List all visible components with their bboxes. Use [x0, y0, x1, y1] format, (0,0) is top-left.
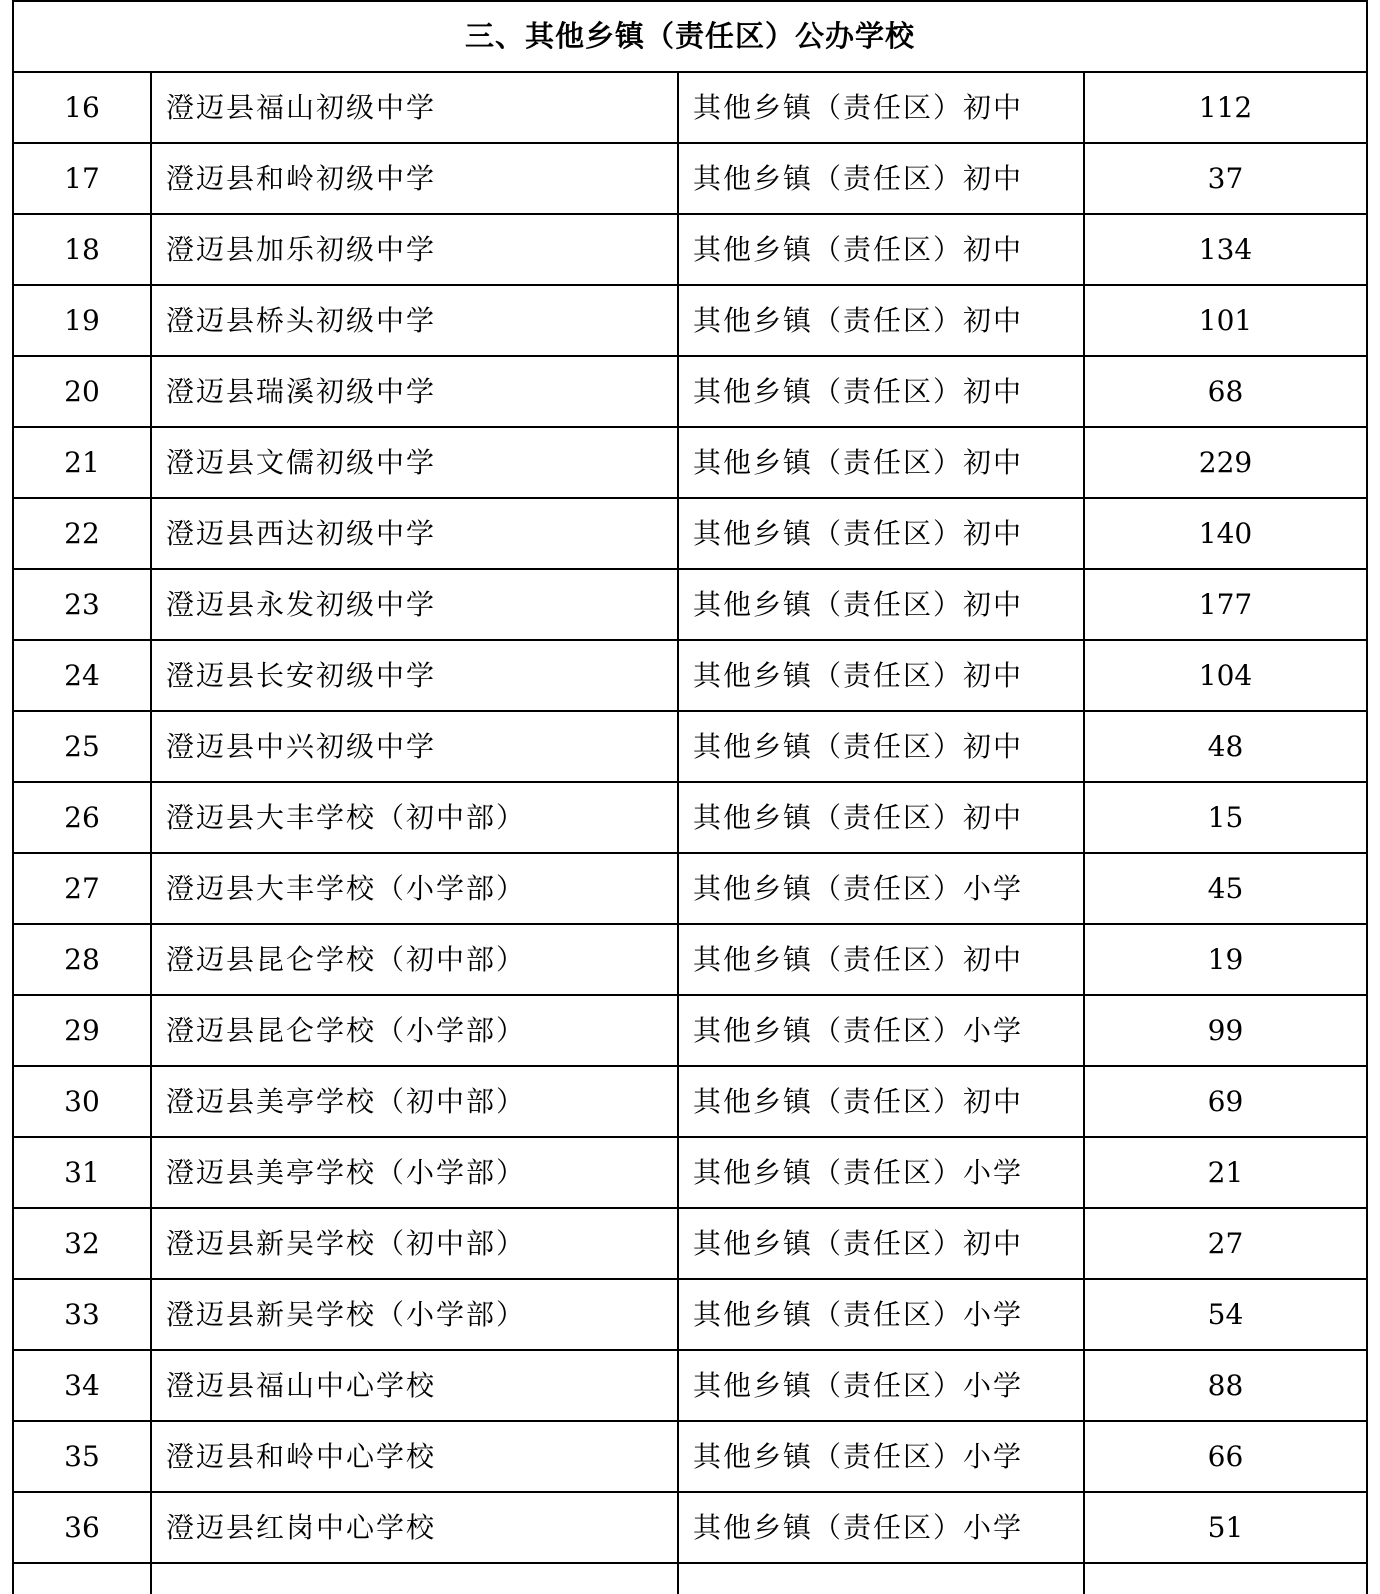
row-number-cell: 19	[13, 285, 151, 356]
count-cell: 112	[1084, 72, 1367, 143]
count-cell: 51	[1084, 1492, 1367, 1563]
school-type-cell: 其他乡镇（责任区）小学	[678, 995, 1084, 1066]
school-name-cell: 澄迈县大丰学校（小学部）	[151, 853, 678, 924]
school-name-cell: 澄迈县桥头初级中学	[151, 285, 678, 356]
count-cell: 177	[1084, 569, 1367, 640]
row-number-cell: 33	[13, 1279, 151, 1350]
row-number-cell: 18	[13, 214, 151, 285]
school-type-cell: 其他乡镇（责任区）小学	[678, 1137, 1084, 1208]
school-type-cell: 其他乡镇（责任区）初中	[678, 782, 1084, 853]
school-name-cell: 澄迈县永发初级中学	[151, 569, 678, 640]
table-row	[13, 1066, 1367, 1137]
count-cell: 68	[1084, 356, 1367, 427]
school-type-cell: 其他乡镇（责任区）初中	[678, 569, 1084, 640]
table-row	[13, 1208, 1367, 1279]
school-name-cell: 澄迈县红岗中心学校	[151, 1492, 678, 1563]
count-cell: 37	[1084, 143, 1367, 214]
school-name-cell: 澄迈县新吴学校（小学部）	[151, 1279, 678, 1350]
school-type-cell: 其他乡镇（责任区）小学	[678, 1350, 1084, 1421]
school-type-cell: 其他乡镇（责任区）初中	[678, 1208, 1084, 1279]
row-number-cell: 35	[13, 1421, 151, 1492]
school-name-cell: 澄迈县文儒初级中学	[151, 427, 678, 498]
school-table	[12, 0, 1368, 1594]
count-cell: 134	[1084, 214, 1367, 285]
count-cell: 54	[1084, 1279, 1367, 1350]
count-cell: 69	[1084, 1066, 1367, 1137]
table-row	[13, 1279, 1367, 1350]
table-row	[13, 640, 1367, 711]
count-cell: 229	[1084, 427, 1367, 498]
row-number-cell: 17	[13, 143, 151, 214]
school-name-cell: 澄迈县加乐初级中学	[151, 214, 678, 285]
school-name-cell: 澄迈县美亭学校（小学部）	[151, 1137, 678, 1208]
stub-cell	[678, 1563, 1084, 1594]
school-type-cell: 其他乡镇（责任区）初中	[678, 1066, 1084, 1137]
school-type-cell: 其他乡镇（责任区）小学	[678, 1421, 1084, 1492]
school-name-cell: 澄迈县昆仑学校（初中部）	[151, 924, 678, 995]
count-cell: 88	[1084, 1350, 1367, 1421]
table-row	[13, 569, 1367, 640]
count-cell: 15	[1084, 782, 1367, 853]
row-number-cell: 24	[13, 640, 151, 711]
school-name-cell: 澄迈县昆仑学校（小学部）	[151, 995, 678, 1066]
table-row	[13, 995, 1367, 1066]
table-row	[13, 285, 1367, 356]
table-row	[13, 853, 1367, 924]
document-page	[12, 0, 1368, 1592]
stub-cell	[1084, 1563, 1367, 1594]
table-row	[13, 711, 1367, 782]
school-name-cell: 澄迈县美亭学校（初中部）	[151, 1066, 678, 1137]
table-row	[13, 1492, 1367, 1563]
count-cell: 66	[1084, 1421, 1367, 1492]
table-row	[13, 498, 1367, 569]
row-number-cell: 30	[13, 1066, 151, 1137]
stub-cell	[151, 1563, 678, 1594]
count-cell: 21	[1084, 1137, 1367, 1208]
row-number-cell: 36	[13, 1492, 151, 1563]
school-type-cell: 其他乡镇（责任区）小学	[678, 1279, 1084, 1350]
school-type-cell: 其他乡镇（责任区）初中	[678, 498, 1084, 569]
table-row	[13, 782, 1367, 853]
count-cell: 140	[1084, 498, 1367, 569]
school-type-cell: 其他乡镇（责任区）初中	[678, 285, 1084, 356]
table-row	[13, 143, 1367, 214]
row-number-cell: 34	[13, 1350, 151, 1421]
table-row	[13, 924, 1367, 995]
school-type-cell: 其他乡镇（责任区）初中	[678, 72, 1084, 143]
count-cell: 99	[1084, 995, 1367, 1066]
school-type-cell: 其他乡镇（责任区）初中	[678, 640, 1084, 711]
row-number-cell: 16	[13, 72, 151, 143]
section-title: 三、其他乡镇（责任区）公办学校	[13, 1, 1367, 72]
school-name-cell: 澄迈县大丰学校（初中部）	[151, 782, 678, 853]
school-name-cell: 澄迈县新吴学校（初中部）	[151, 1208, 678, 1279]
row-number-cell: 26	[13, 782, 151, 853]
row-number-cell: 22	[13, 498, 151, 569]
school-type-cell: 其他乡镇（责任区）初中	[678, 143, 1084, 214]
row-number-cell: 25	[13, 711, 151, 782]
table-body	[13, 0, 1367, 1594]
count-cell: 48	[1084, 711, 1367, 782]
school-type-cell: 其他乡镇（责任区）初中	[678, 711, 1084, 782]
row-number-cell: 27	[13, 853, 151, 924]
continued-row-stub	[13, 1563, 1367, 1594]
table-row	[13, 1421, 1367, 1492]
row-number-cell: 20	[13, 356, 151, 427]
count-cell: 101	[1084, 285, 1367, 356]
table-row	[13, 1137, 1367, 1208]
school-name-cell: 澄迈县中兴初级中学	[151, 711, 678, 782]
table-row	[13, 427, 1367, 498]
school-name-cell: 澄迈县和岭中心学校	[151, 1421, 678, 1492]
table-row	[13, 1350, 1367, 1421]
school-name-cell: 澄迈县和岭初级中学	[151, 143, 678, 214]
count-cell: 19	[1084, 924, 1367, 995]
table-row	[13, 356, 1367, 427]
school-name-cell: 澄迈县福山中心学校	[151, 1350, 678, 1421]
row-number-cell: 23	[13, 569, 151, 640]
count-cell: 45	[1084, 853, 1367, 924]
school-type-cell: 其他乡镇（责任区）初中	[678, 214, 1084, 285]
school-type-cell: 其他乡镇（责任区）小学	[678, 1492, 1084, 1563]
school-name-cell: 澄迈县西达初级中学	[151, 498, 678, 569]
school-name-cell: 澄迈县瑞溪初级中学	[151, 356, 678, 427]
school-name-cell: 澄迈县长安初级中学	[151, 640, 678, 711]
row-number-cell: 29	[13, 995, 151, 1066]
row-number-cell: 21	[13, 427, 151, 498]
school-type-cell: 其他乡镇（责任区）小学	[678, 853, 1084, 924]
stub-cell	[13, 1563, 151, 1594]
count-cell: 104	[1084, 640, 1367, 711]
row-number-cell: 31	[13, 1137, 151, 1208]
row-number-cell: 32	[13, 1208, 151, 1279]
section-header-row	[13, 1, 1367, 72]
school-type-cell: 其他乡镇（责任区）初中	[678, 427, 1084, 498]
school-type-cell: 其他乡镇（责任区）初中	[678, 924, 1084, 995]
table-row	[13, 214, 1367, 285]
table-row	[13, 72, 1367, 143]
school-type-cell: 其他乡镇（责任区）初中	[678, 356, 1084, 427]
row-number-cell: 28	[13, 924, 151, 995]
count-cell: 27	[1084, 1208, 1367, 1279]
school-name-cell: 澄迈县福山初级中学	[151, 72, 678, 143]
